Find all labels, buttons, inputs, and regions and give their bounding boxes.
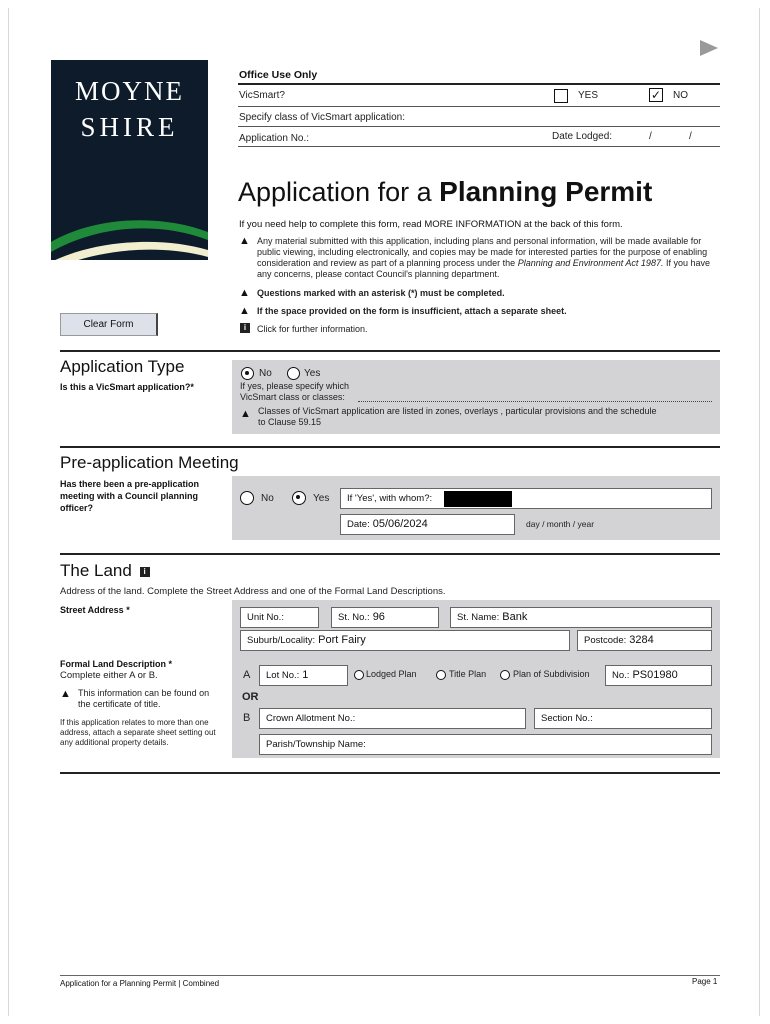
footer-page-number: Page 1 [692,977,718,986]
postcode-label: Postcode: [584,635,627,646]
section-divider [60,446,720,448]
title-light: Application for a [238,177,432,207]
vicsmart-class-label: Specify class of VicSmart application: [239,112,406,123]
section-no-label: Section No.: [541,713,593,724]
lot-no-field[interactable] [259,665,348,686]
moyne-shire-logo [51,60,208,260]
page-title [238,176,652,208]
info-notice: Click for further information. [257,324,368,334]
logo-word-shire: SHIRE [80,112,179,142]
office-use-title: Office Use Only [239,69,318,81]
certificate-note: This information can be found on the certificate of title. [78,688,210,709]
office-divider-3 [238,126,720,127]
with-whom-label: If 'Yes', with whom?: [347,493,433,504]
warning-icon: ▲ [239,287,250,299]
vicsmart-label: VicSmart? [239,90,285,101]
pre-app-no-label: No [261,493,274,504]
lodged-plan-label: Lodged Plan [366,669,417,679]
warning-icon: ▲ [60,688,71,700]
crown-allotment-label: Crown Allotment No.: [266,713,356,724]
office-divider [238,83,720,85]
crown-allotment-field[interactable] [259,708,526,729]
vicsmart-no-label: No [259,368,272,379]
street-name-label: St. Name: [457,612,500,623]
warning-icon: ▲ [239,235,250,247]
vicsmart-specify-label: If yes, please specify which [240,381,350,391]
info-icon[interactable]: i [140,567,150,577]
suburb-label: Suburb/Locality: [247,635,316,646]
multi-address-note: If this application relates to more than one address, attach a separate sheet setting out any additional property details. [60,718,216,747]
office-divider-2 [238,106,720,107]
intro-text: If you need help to complete this form, read MORE INFORMATION at the back of this form. [239,219,623,230]
date-lodged-label: Date Lodged: [552,131,613,142]
vicsmart-classes-note: Classes of VicSmart application are listed in zones, overlays , particular provisions and the schedule to Clause 59.15 [258,406,657,427]
title-plan-radio[interactable] [436,670,446,680]
vicsmart-specify-label-2: VicSmart class or classes: [240,392,345,402]
formal-description-label: Formal Land Description * [60,659,173,669]
space-notice: If the space provided on the form is insufficient, attach a separate sheet. [257,306,567,316]
office-no-checkbox[interactable]: ✓ [650,88,662,102]
suburb-value: Port Fairy [318,634,366,646]
privacy-notice-act: Planning and Environment Act 1987. [517,258,664,268]
asterisk-notice: Questions marked with an asterisk (*) must be completed. [257,288,505,298]
pre-app-yes-radio[interactable] [292,491,306,505]
suburb-field[interactable] [240,630,570,651]
section-no-field[interactable] [534,708,712,729]
lot-no-value: 1 [302,669,309,681]
next-page-arrow-icon[interactable] [700,40,720,56]
date-format-hint: day / month / year [526,519,595,529]
vicsmart-no-radio[interactable] [241,367,254,380]
footer-left: Application for a Planning Permit | Combined [60,979,220,988]
vicsmart-yes-label: Yes [304,368,321,379]
lodged-plan-radio[interactable] [354,670,364,680]
office-no-label: NO [673,90,688,101]
application-no-label: Application No.: [239,133,310,144]
vicsmart-question: Is this a VicSmart application?* [60,382,194,392]
privacy-notice-text: Any material submitted with this application, including plans and personal information, will be made available for public viewing, including electronically, and copies may be made for interested parties for the purpose of enabling consideration and review as part of a planning process under the [257,236,708,268]
formal-description-sub: Complete either A or B. [60,670,158,681]
postcode-value: 3284 [629,634,654,646]
pre-application-question: Has there been a pre-application meeting with a Council planning officer? [60,479,200,513]
land-intro: Address of the land. Complete the Street Address and one of the Formal Land Descriptions. [60,586,446,597]
lot-no-label: Lot No.: [266,670,300,681]
plan-no-field[interactable] [605,665,712,686]
info-icon[interactable]: i [240,323,250,333]
or-label: OR [242,691,259,703]
the-land-title [60,561,147,581]
vicsmart-class-input[interactable] [358,401,712,402]
section-divider [60,350,720,352]
option-b-label: B [243,712,251,724]
with-whom-field[interactable] [340,488,712,509]
title-bold: Planning Permit [439,176,653,207]
the-land-title-text: The Land [60,561,132,580]
street-no-value: 96 [372,611,385,623]
logo-word-moyne: MOYNE [75,76,184,106]
meeting-date-value: 05/06/2024 [372,518,428,530]
unit-no-field[interactable] [240,607,319,628]
title-plan-label: Title Plan [449,669,487,679]
privacy-notice [257,236,712,280]
unit-no-label: Unit No.: [247,612,284,623]
plan-of-subdivision-radio[interactable] [500,670,510,680]
postcode-field[interactable] [577,630,712,651]
clear-form-button[interactable]: Clear Form [60,313,158,336]
meeting-date-label: Date: [347,519,370,530]
office-yes-checkbox[interactable] [554,89,568,103]
section-divider [60,553,720,555]
parish-township-field[interactable] [259,734,712,755]
warning-icon: ▲ [240,408,251,420]
footer-divider [60,975,720,976]
plan-of-subdivision-label: Plan of Subdivision [513,669,590,679]
plan-no-value: PS01980 [632,669,678,681]
section-divider [60,772,720,774]
street-no-label: St. No.: [338,612,370,623]
logo-swoosh-icon [51,210,208,260]
pre-application-title: Pre-application Meeting [60,453,239,472]
privacy-notice-tail: If you have any concerns, please contact Council's planning department. [257,258,710,279]
pre-app-no-radio[interactable] [240,491,254,505]
option-a-label: A [243,669,251,681]
street-address-label: Street Address * [60,605,130,615]
date-sep-2: / [689,131,692,142]
street-name-field[interactable] [450,607,712,628]
vicsmart-yes-radio[interactable] [287,367,300,380]
street-name-value: Bank [502,611,528,623]
meeting-date-field[interactable] [340,514,515,535]
plan-no-label: No.: [612,670,630,681]
redacted-name [444,491,512,507]
street-no-field[interactable] [331,607,439,628]
date-sep-1: / [649,131,652,142]
office-yes-label: YES [578,90,599,101]
pre-app-yes-label: Yes [313,493,330,504]
office-divider-4 [238,146,720,147]
warning-icon: ▲ [239,305,250,317]
application-type-title: Application Type [60,357,185,376]
parish-township-label: Parish/Township Name: [266,739,366,750]
